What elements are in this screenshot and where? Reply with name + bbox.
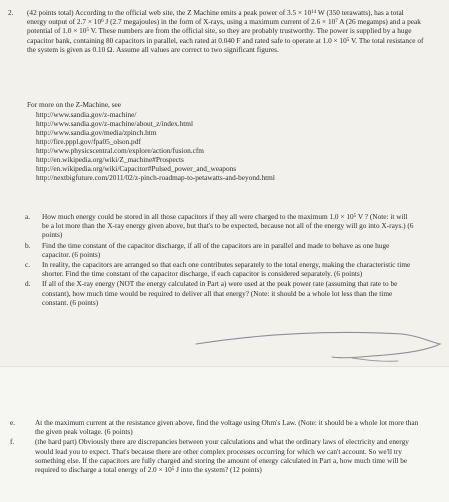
part-b	[19, 241, 414, 259]
part-c-label: c.	[25, 260, 31, 270]
part-c	[19, 260, 414, 278]
question-parts-e-f	[10, 418, 425, 475]
reference-link-list	[36, 110, 416, 182]
part-f	[10, 437, 425, 474]
part-d-text: If all of the X-ray energy (NOT the energy calculated in Part a) were used at the peak power rate (assuming that rate to be constant), how much time would be required to deliver all that energy? (Note: it should be a whole lot less than the time constant. (6 points)	[42, 279, 398, 307]
reference-link: http://nextbigfuture.com/2011/02/z-pinch-roadmap-to-petawatts-and-beyond.html	[36, 173, 275, 182]
reference-link: http://www.sandia.gov/z-machine/about_z/index.html	[36, 119, 193, 128]
part-f-label: f.	[10, 437, 15, 447]
part-d-label: d.	[25, 279, 31, 289]
problem-intro: (42 points total) According to the official web site, the Z Machine emits a peak power of $3.5 \times 10^{14}$ W (350 terawatts), has a total energy output of $2.7 \times 10^6$ J (2.7 megajoules) in the form of X-rays, using a maximum current of $2.6 \times 10^7$ A (26 megamps) and a peak potential of $1.0 \times 10^5$ V. These numbers are from the official site, so they are probably trustworthy. The power is supplied by a huge capacitor bank, containing 80 capacitors in parallel, each rated at 0.040 F and rated safe to operate at $1.0 \times 10^5$ V. The total resistance of the system is given as 0.10 Ω. Assume all values are correct to two significant figures.	[27, 8, 424, 54]
part-f-text: (the hard part) Obviously there are discrepancies between your calculations and what the ordinary laws of electricity and energy would lead you to expect. That's because there are other complex processes occurring for which we can't account. So we'll try something else. If the capacitors are fully charged and storing the amount of energy calculated in Part a, how much time will be required to discharge a total energy of $2.0 \times 10^5$ J into the system? (12 points)	[35, 437, 409, 475]
question-parts-a-d	[19, 212, 414, 308]
reference-link: http://en.wikipedia.org/wiki/Z_machine#Prospects	[36, 155, 184, 164]
problem-number: 2.	[8, 8, 14, 17]
part-a-text: How much energy could be stored in all those capacitors if they all were charged to the maximum $1.0 \times 10^5$ V ? (Note: it will be a lot more than the X-ray energy given above, but that's to be expected, because not all of the energy will go into X-rays.) (6 points)	[42, 212, 414, 240]
part-a	[19, 212, 414, 240]
part-a-label: a.	[25, 212, 31, 221]
part-e-text: At the maximum current at the resistance given above, find the voltage using Ohm's Law. (Note: it should be a whole lot more than the given peak voltage. (6 points)	[35, 418, 419, 437]
more-info-heading: For more on the Z-Machine, see	[27, 100, 122, 109]
part-e	[10, 418, 425, 436]
reference-link: http://www.physicscentral.com/explore/action/fusion.cfm	[36, 146, 204, 155]
part-d	[19, 279, 414, 307]
part-c-text: In reality, the capacitors are arranged so that each one contributes separately to the total energy, making the characteristic time shorter. Find the time constant of the capacitor discharge, if each capacitor is considered separately. (6 points)	[42, 260, 411, 279]
part-b-text: Find the time constant of the capacitor discharge, if all of the capacitors are in parallel and made to behave as one huge capacitor. (6 points)	[42, 240, 390, 259]
reference-link: http://www.sandia.gov/z-machine/	[36, 110, 137, 119]
reference-link: http://fire.pppl.gov/fpa05_olson.pdf	[36, 137, 141, 146]
reference-link: http://www.sandia.gov/media/zpinch.htm	[36, 128, 157, 137]
part-e-label: e.	[10, 418, 16, 427]
part-b-label: b.	[25, 240, 31, 250]
reference-link: http://en.wikipedia.org/wiki/Capacitor#Pulsed_power_and_weapons	[36, 164, 237, 173]
